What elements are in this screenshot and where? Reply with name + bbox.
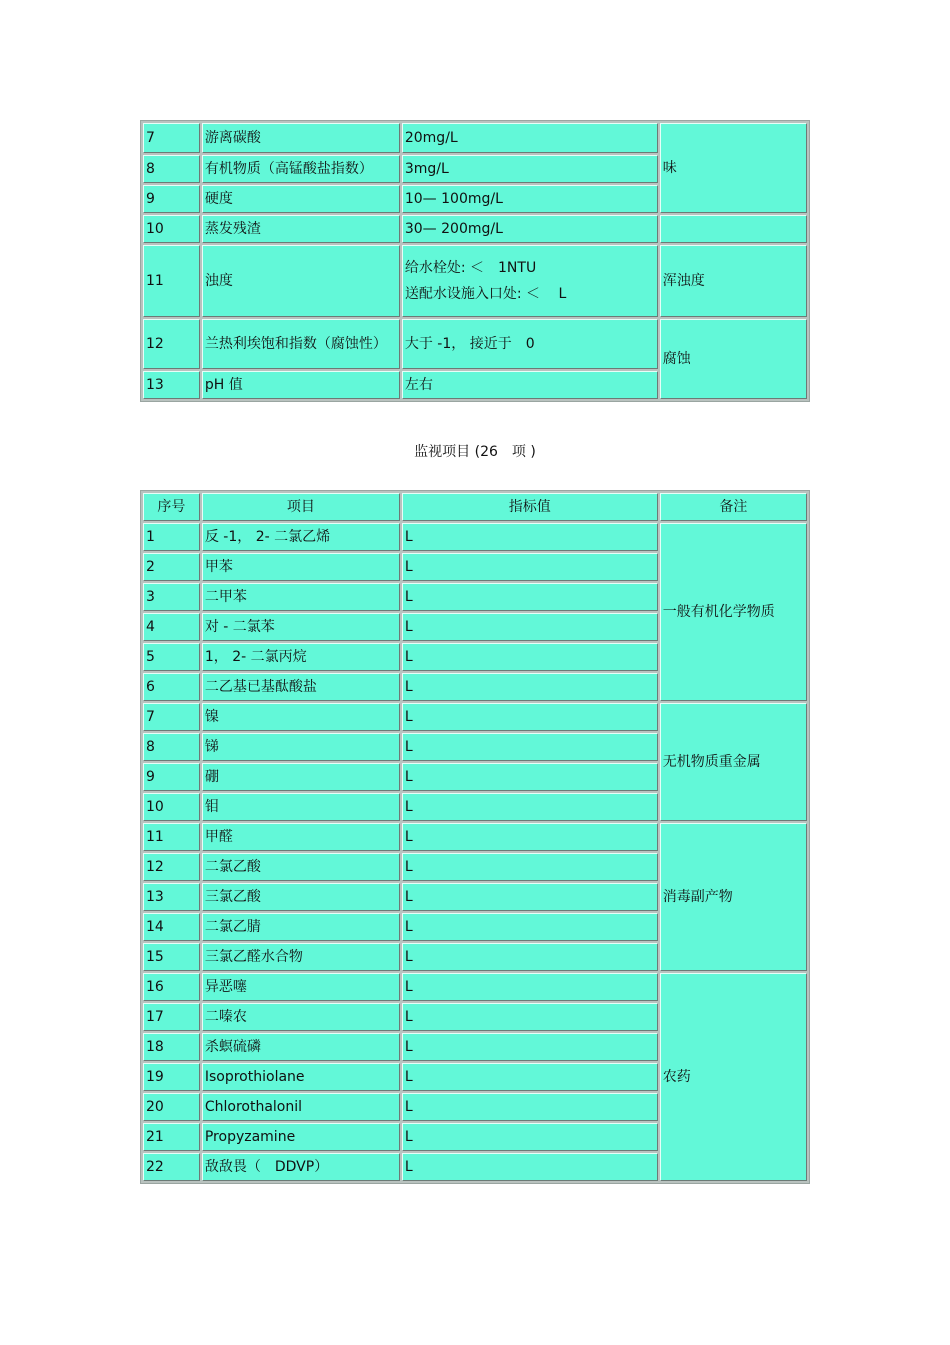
header-row [143, 493, 807, 521]
item-name: 硼 [202, 763, 400, 791]
row-number: 1 [143, 523, 200, 551]
row-number: 20 [143, 1093, 200, 1121]
item-name: pH 值 [202, 371, 400, 399]
note-empty [660, 215, 807, 243]
table-row [143, 123, 807, 153]
row-number: 8 [143, 155, 200, 183]
monitoring-items-table [140, 490, 810, 1184]
row-number: 11 [143, 823, 200, 851]
item-value: L [402, 853, 658, 881]
group-note-disinfection: 消毒副产物 [660, 823, 807, 971]
table-row [143, 215, 807, 243]
value-line-inlet: 送配水设施入口处: ＜ L [404, 286, 567, 302]
item-name: 异恶噻 [202, 973, 400, 1001]
item-name: 甲醛 [202, 823, 400, 851]
row-number: 22 [143, 1153, 200, 1181]
row-number: 14 [143, 913, 200, 941]
item-name: 二嗪农 [202, 1003, 400, 1031]
item-value: 30— 200mg/L [402, 215, 658, 243]
item-value: L [402, 943, 658, 971]
row-number: 13 [143, 883, 200, 911]
item-name: 敌敌畏（ DDVP） [202, 1153, 400, 1181]
item-name: 三氯乙醛水合物 [202, 943, 400, 971]
row-number: 7 [143, 123, 200, 153]
item-name: 二氯乙酸 [202, 853, 400, 881]
row-number: 11 [143, 245, 200, 317]
group-note-metals: 无机物质重金属 [660, 703, 807, 821]
note-taste: 味 [660, 123, 807, 213]
table-row [143, 703, 807, 731]
group-note-organic: 一般有机化学物质 [660, 523, 807, 701]
row-number: 17 [143, 1003, 200, 1031]
row-number: 4 [143, 613, 200, 641]
item-name: 蒸发残渣 [202, 215, 400, 243]
item-value: L [402, 1063, 658, 1091]
item-name: 游离碳酸 [202, 123, 400, 153]
item-value: L [402, 763, 658, 791]
item-name: 杀螟硫磷 [202, 1033, 400, 1061]
row-number: 18 [143, 1033, 200, 1061]
item-value: L [402, 703, 658, 731]
item-value: L [402, 643, 658, 671]
item-value: L [402, 553, 658, 581]
row-number: 9 [143, 185, 200, 213]
header-number: 序号 [143, 493, 200, 521]
row-number: 6 [143, 673, 200, 701]
row-number: 9 [143, 763, 200, 791]
item-name: 浊度 [202, 245, 400, 317]
item-name: Chlorothalonil [202, 1093, 400, 1121]
item-name: 对 - 二氯苯 [202, 613, 400, 641]
water-quality-table-continued [140, 120, 810, 402]
header-value: 指标值 [402, 493, 658, 521]
table-row [143, 523, 807, 551]
item-name: 反 -1， 2- 二氯乙烯 [202, 523, 400, 551]
monitoring-items-caption: 监视项目 (26 项 ) [414, 444, 536, 460]
item-name: 锑 [202, 733, 400, 761]
item-value: L [402, 523, 658, 551]
item-value [402, 245, 658, 317]
item-value: L [402, 1033, 658, 1061]
item-value: L [402, 1003, 658, 1031]
table-row [143, 319, 807, 369]
row-number: 12 [143, 853, 200, 881]
value-line-tap: 给水栓处: ＜ 1NTU [404, 260, 537, 276]
item-value: L [402, 1093, 658, 1121]
header-item: 项目 [202, 493, 400, 521]
item-value: L [402, 973, 658, 1001]
item-name: 镍 [202, 703, 400, 731]
table-row [143, 245, 807, 317]
row-number: 2 [143, 553, 200, 581]
row-number: 3 [143, 583, 200, 611]
note-corrosion: 腐蚀 [660, 319, 807, 399]
item-value: L [402, 1123, 658, 1151]
group-note-pesticides: 农药 [660, 973, 807, 1181]
item-value: L [402, 583, 658, 611]
item-value: 大于 -1， 接近于 0 [402, 319, 658, 369]
item-name: 二乙基已基酞酸盐 [202, 673, 400, 701]
item-name: 二氯乙腈 [202, 913, 400, 941]
item-value: L [402, 1153, 658, 1181]
item-name: 兰热利埃饱和指数（腐蚀性） [202, 319, 400, 369]
item-name: Isoprothiolane [202, 1063, 400, 1091]
table-row [143, 823, 807, 851]
item-value: 左右 [402, 371, 658, 399]
item-value: L [402, 823, 658, 851]
row-number: 10 [143, 215, 200, 243]
row-number: 15 [143, 943, 200, 971]
item-name: 三氯乙酸 [202, 883, 400, 911]
item-name: 二甲苯 [202, 583, 400, 611]
item-name: 钼 [202, 793, 400, 821]
item-name: Propyzamine [202, 1123, 400, 1151]
item-value: L [402, 673, 658, 701]
item-name: 有机物质（高锰酸盐指数） [202, 155, 400, 183]
item-value: L [402, 613, 658, 641]
item-name: 甲苯 [202, 553, 400, 581]
row-number: 19 [143, 1063, 200, 1091]
row-number: 7 [143, 703, 200, 731]
row-number: 16 [143, 973, 200, 1001]
row-number: 10 [143, 793, 200, 821]
item-value: 3mg/L [402, 155, 658, 183]
row-number: 12 [143, 319, 200, 369]
row-number: 5 [143, 643, 200, 671]
item-value: L [402, 733, 658, 761]
header-note: 备注 [660, 493, 807, 521]
table-row [143, 973, 807, 1001]
item-value: L [402, 793, 658, 821]
item-name: 1， 2- 二氯丙烷 [202, 643, 400, 671]
item-name: 硬度 [202, 185, 400, 213]
row-number: 13 [143, 371, 200, 399]
item-value: L [402, 913, 658, 941]
row-number: 8 [143, 733, 200, 761]
note-turbidity: 浑浊度 [660, 245, 807, 317]
row-number: 21 [143, 1123, 200, 1151]
item-value: 10— 100mg/L [402, 185, 658, 213]
item-value: 20mg/L [402, 123, 658, 153]
item-value: L [402, 883, 658, 911]
